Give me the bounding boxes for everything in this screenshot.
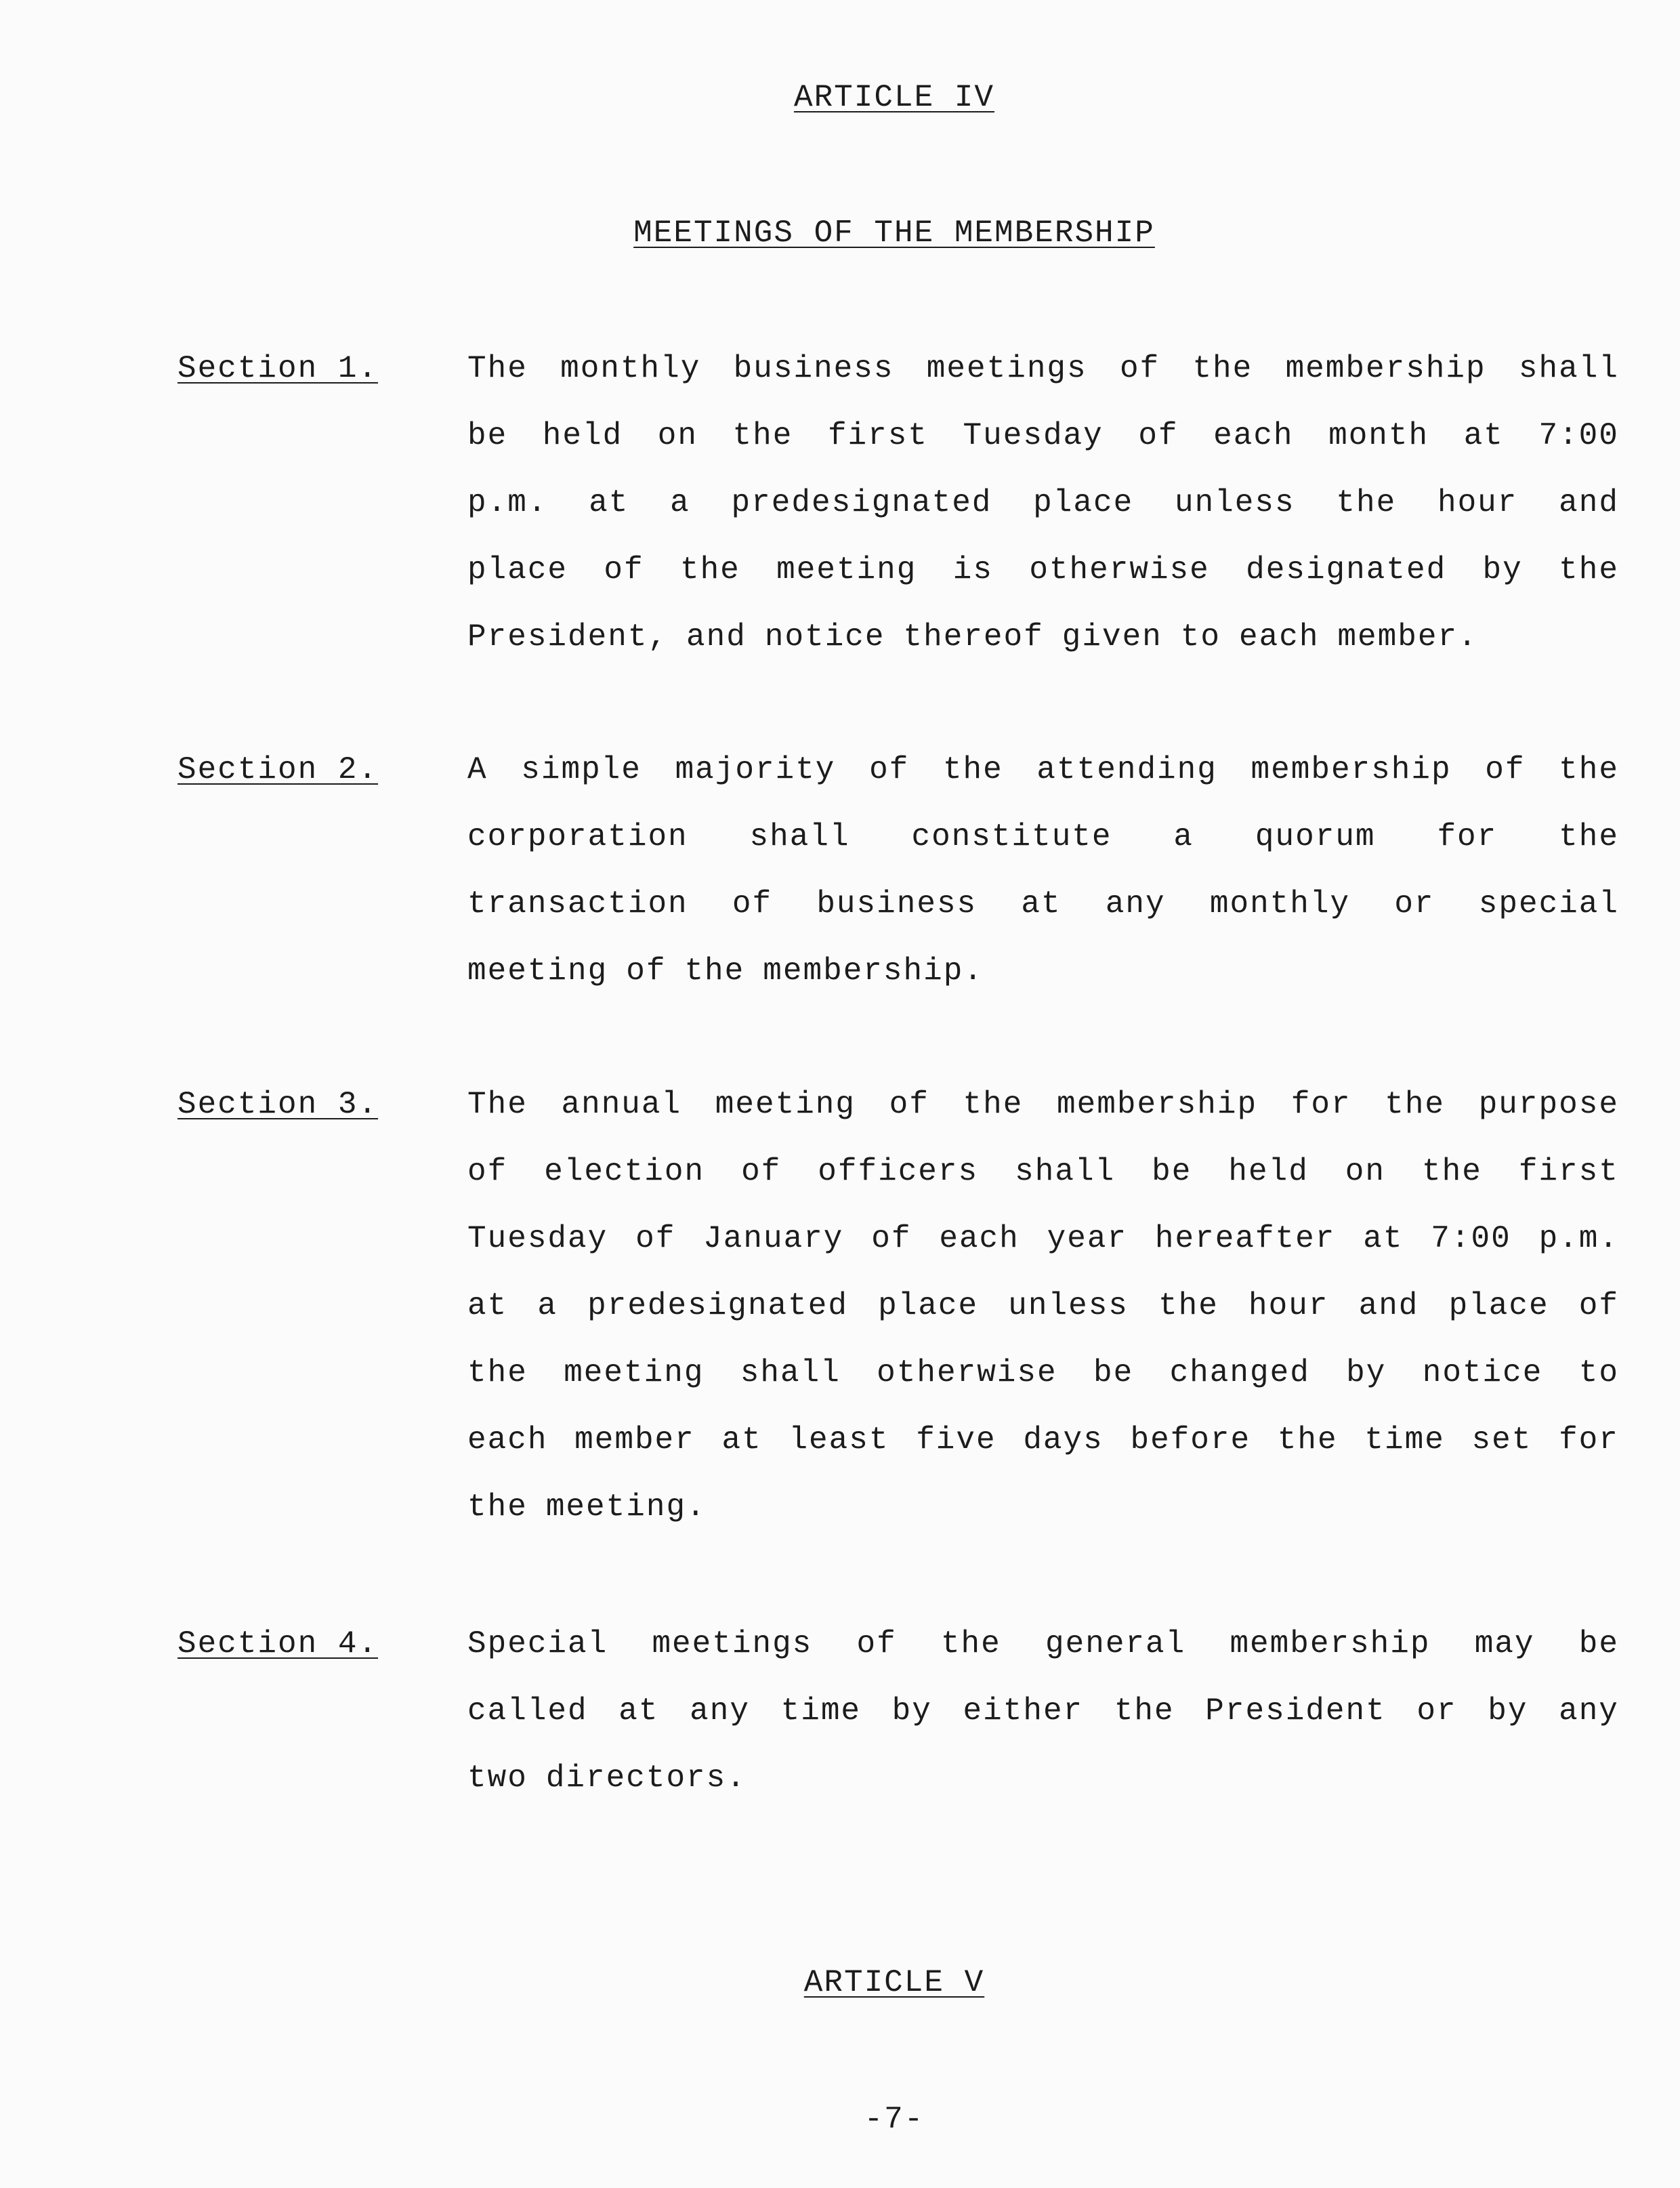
word: officers bbox=[818, 1154, 979, 1189]
word: a bbox=[1173, 819, 1194, 854]
word: changed bbox=[1169, 1355, 1310, 1390]
word: of bbox=[741, 1154, 782, 1189]
word: the bbox=[1277, 1422, 1338, 1458]
word: time bbox=[1364, 1422, 1445, 1458]
text-line bbox=[467, 752, 1619, 819]
word: of bbox=[871, 1221, 912, 1256]
word: on bbox=[1345, 1154, 1386, 1189]
word: month bbox=[1328, 418, 1429, 453]
word: of bbox=[635, 1221, 676, 1256]
word: shall bbox=[740, 1355, 841, 1390]
word: membership bbox=[1251, 752, 1452, 787]
word: p.m. bbox=[1538, 1221, 1619, 1256]
word: a bbox=[670, 485, 690, 520]
section-body bbox=[467, 752, 1619, 1020]
word: given bbox=[1062, 619, 1162, 655]
word: each bbox=[467, 1422, 548, 1458]
word: time bbox=[780, 1693, 862, 1729]
word: held bbox=[542, 418, 623, 453]
word: on bbox=[657, 418, 698, 453]
word: annual bbox=[561, 1087, 682, 1122]
word: year bbox=[1047, 1221, 1128, 1256]
word: of bbox=[856, 1626, 897, 1661]
section-body bbox=[467, 1087, 1619, 1556]
word: election bbox=[544, 1154, 705, 1189]
word: place bbox=[1448, 1288, 1549, 1323]
word: held bbox=[1228, 1154, 1309, 1189]
text-line bbox=[467, 1288, 1619, 1355]
text-line bbox=[467, 819, 1619, 886]
word: the bbox=[684, 953, 745, 989]
word: by bbox=[1482, 552, 1523, 587]
section-body bbox=[467, 351, 1619, 686]
word: meetings bbox=[926, 351, 1087, 386]
word: directors. bbox=[545, 1760, 747, 1796]
word: shall bbox=[1015, 1154, 1116, 1189]
word: notice bbox=[1422, 1355, 1543, 1390]
word: and bbox=[1559, 485, 1619, 520]
word: or bbox=[1394, 886, 1435, 922]
text-line bbox=[467, 619, 1619, 686]
word: membership bbox=[1057, 1087, 1258, 1122]
word: member bbox=[574, 1422, 695, 1458]
word: by bbox=[891, 1693, 932, 1729]
word: any bbox=[1105, 886, 1166, 922]
word: the bbox=[1559, 552, 1619, 587]
word: least bbox=[789, 1422, 889, 1458]
word: each bbox=[1213, 418, 1294, 453]
section-label: Section 2. bbox=[177, 752, 379, 787]
word: the bbox=[1158, 1288, 1219, 1323]
word: and bbox=[1358, 1288, 1419, 1323]
word: the bbox=[1559, 819, 1619, 854]
word: and bbox=[686, 619, 747, 655]
article-title: ARTICLE IV bbox=[793, 80, 995, 115]
word: of bbox=[626, 953, 667, 989]
word: first bbox=[1518, 1154, 1619, 1189]
word: to bbox=[1578, 1355, 1619, 1390]
word: otherwise bbox=[877, 1355, 1057, 1390]
word: transaction bbox=[467, 886, 688, 922]
word: monthly bbox=[1209, 886, 1351, 922]
word: the bbox=[940, 1626, 1001, 1661]
word: business bbox=[733, 351, 894, 386]
word: January bbox=[703, 1221, 844, 1256]
word: for bbox=[1559, 1422, 1619, 1458]
word: general bbox=[1045, 1626, 1186, 1661]
word: 7:00 bbox=[1538, 418, 1619, 453]
word: two bbox=[467, 1760, 528, 1796]
word: five bbox=[916, 1422, 996, 1458]
word: by bbox=[1346, 1355, 1387, 1390]
word: predesignated bbox=[587, 1288, 848, 1323]
word: at bbox=[1463, 418, 1504, 453]
word: of bbox=[1119, 351, 1160, 386]
word: Tuesday bbox=[963, 418, 1104, 453]
text-line bbox=[467, 351, 1619, 418]
section-label: Section 4. bbox=[177, 1626, 379, 1661]
word: be bbox=[1578, 1626, 1619, 1661]
word: member. bbox=[1337, 619, 1478, 655]
text-line bbox=[467, 1422, 1619, 1489]
word: special bbox=[1478, 886, 1619, 922]
text-line bbox=[467, 1154, 1619, 1221]
text-line bbox=[467, 552, 1619, 619]
word: may bbox=[1474, 1626, 1535, 1661]
word: membership. bbox=[763, 953, 984, 989]
word: of bbox=[889, 1087, 929, 1122]
word: first bbox=[827, 418, 928, 453]
word: a bbox=[537, 1288, 558, 1323]
word: meeting bbox=[564, 1355, 705, 1390]
word: of bbox=[1578, 1288, 1619, 1323]
text-line bbox=[467, 1760, 1619, 1828]
word: the bbox=[732, 418, 793, 453]
word: by bbox=[1488, 1693, 1528, 1729]
word: each bbox=[939, 1221, 1020, 1256]
word: business bbox=[816, 886, 978, 922]
word: hour bbox=[1437, 485, 1518, 520]
word: of bbox=[1138, 418, 1179, 453]
word: the bbox=[1114, 1693, 1175, 1729]
word: of bbox=[467, 1154, 508, 1189]
word: meeting bbox=[776, 552, 917, 587]
word: President, bbox=[467, 619, 669, 655]
word: 7:00 bbox=[1431, 1221, 1511, 1256]
word: designated bbox=[1246, 552, 1447, 587]
word: Special bbox=[467, 1626, 608, 1661]
word: constitute bbox=[911, 819, 1112, 854]
word: thereof bbox=[903, 619, 1044, 655]
word: unless bbox=[1008, 1288, 1129, 1323]
word: attending bbox=[1036, 752, 1217, 787]
word: shall bbox=[749, 819, 850, 854]
word: before bbox=[1130, 1422, 1251, 1458]
word: be bbox=[1152, 1154, 1192, 1189]
word: the bbox=[1336, 485, 1397, 520]
word: the bbox=[467, 1489, 528, 1525]
word: Tuesday bbox=[467, 1221, 608, 1256]
word: of bbox=[732, 886, 773, 922]
word: each bbox=[1239, 619, 1320, 655]
section-label: Section 3. bbox=[177, 1087, 379, 1122]
word: the bbox=[963, 1087, 1024, 1122]
text-line bbox=[467, 886, 1619, 953]
word: The bbox=[467, 351, 528, 386]
word: shall bbox=[1518, 351, 1619, 386]
word: meeting bbox=[467, 953, 608, 989]
section-label: Section 1. bbox=[177, 351, 379, 386]
word: at bbox=[1363, 1221, 1404, 1256]
word: the bbox=[1559, 752, 1619, 787]
word: corporation bbox=[467, 819, 688, 854]
word: of bbox=[1485, 752, 1526, 787]
word: any bbox=[690, 1693, 750, 1729]
text-line bbox=[467, 1693, 1619, 1760]
word: monthly bbox=[560, 351, 701, 386]
word: unless bbox=[1174, 485, 1295, 520]
word: at bbox=[467, 1288, 508, 1323]
word: meeting. bbox=[545, 1489, 707, 1525]
word: or bbox=[1416, 1693, 1457, 1729]
next-article-title: ARTICLE V bbox=[803, 1965, 985, 2000]
word: the bbox=[1385, 1087, 1446, 1122]
word: place bbox=[1033, 485, 1134, 520]
section-body bbox=[467, 1626, 1619, 1828]
word: any bbox=[1559, 1693, 1619, 1729]
word: simple bbox=[521, 752, 642, 787]
text-line bbox=[467, 1087, 1619, 1154]
word: A bbox=[467, 752, 488, 787]
word: quorum bbox=[1255, 819, 1376, 854]
text-line bbox=[467, 1221, 1619, 1288]
word: hour bbox=[1248, 1288, 1329, 1323]
page-number: -7- bbox=[864, 2102, 925, 2137]
word: for bbox=[1290, 1087, 1351, 1122]
word: meeting bbox=[715, 1087, 856, 1122]
text-line bbox=[467, 1626, 1619, 1693]
word: to bbox=[1180, 619, 1221, 655]
word: called bbox=[467, 1693, 588, 1729]
word: membership bbox=[1230, 1626, 1431, 1661]
word: set bbox=[1471, 1422, 1532, 1458]
word: hereafter bbox=[1154, 1221, 1336, 1256]
word: the bbox=[1192, 351, 1253, 386]
word: the bbox=[467, 1355, 528, 1390]
word: p.m. bbox=[467, 485, 548, 520]
word: notice bbox=[764, 619, 885, 655]
word: the bbox=[942, 752, 1003, 787]
word: majority bbox=[675, 752, 836, 787]
word: of bbox=[869, 752, 910, 787]
word: President bbox=[1205, 1693, 1386, 1729]
text-line bbox=[467, 418, 1619, 485]
article-subtitle: MEETINGS OF THE MEMBERSHIP bbox=[633, 215, 1155, 251]
word: place bbox=[878, 1288, 979, 1323]
text-line bbox=[467, 1489, 1619, 1556]
word: purpose bbox=[1478, 1087, 1619, 1122]
word: is bbox=[952, 552, 993, 587]
word: membership bbox=[1285, 351, 1486, 386]
word: either bbox=[963, 1693, 1084, 1729]
word: of bbox=[604, 552, 644, 587]
word: The bbox=[467, 1087, 528, 1122]
text-line bbox=[467, 485, 1619, 552]
word: otherwise bbox=[1029, 552, 1210, 587]
word: days bbox=[1023, 1422, 1104, 1458]
word: be bbox=[1093, 1355, 1134, 1390]
word: predesignated bbox=[731, 485, 992, 520]
word: be bbox=[467, 418, 508, 453]
word: place bbox=[467, 552, 568, 587]
word: at bbox=[618, 1693, 659, 1729]
word: for bbox=[1437, 819, 1498, 854]
word: the bbox=[679, 552, 740, 587]
word: meetings bbox=[652, 1626, 813, 1661]
word: at bbox=[589, 485, 629, 520]
word: at bbox=[1021, 886, 1062, 922]
word: the bbox=[1422, 1154, 1482, 1189]
word: at bbox=[721, 1422, 762, 1458]
text-line bbox=[467, 1355, 1619, 1422]
text-line bbox=[467, 953, 1619, 1020]
